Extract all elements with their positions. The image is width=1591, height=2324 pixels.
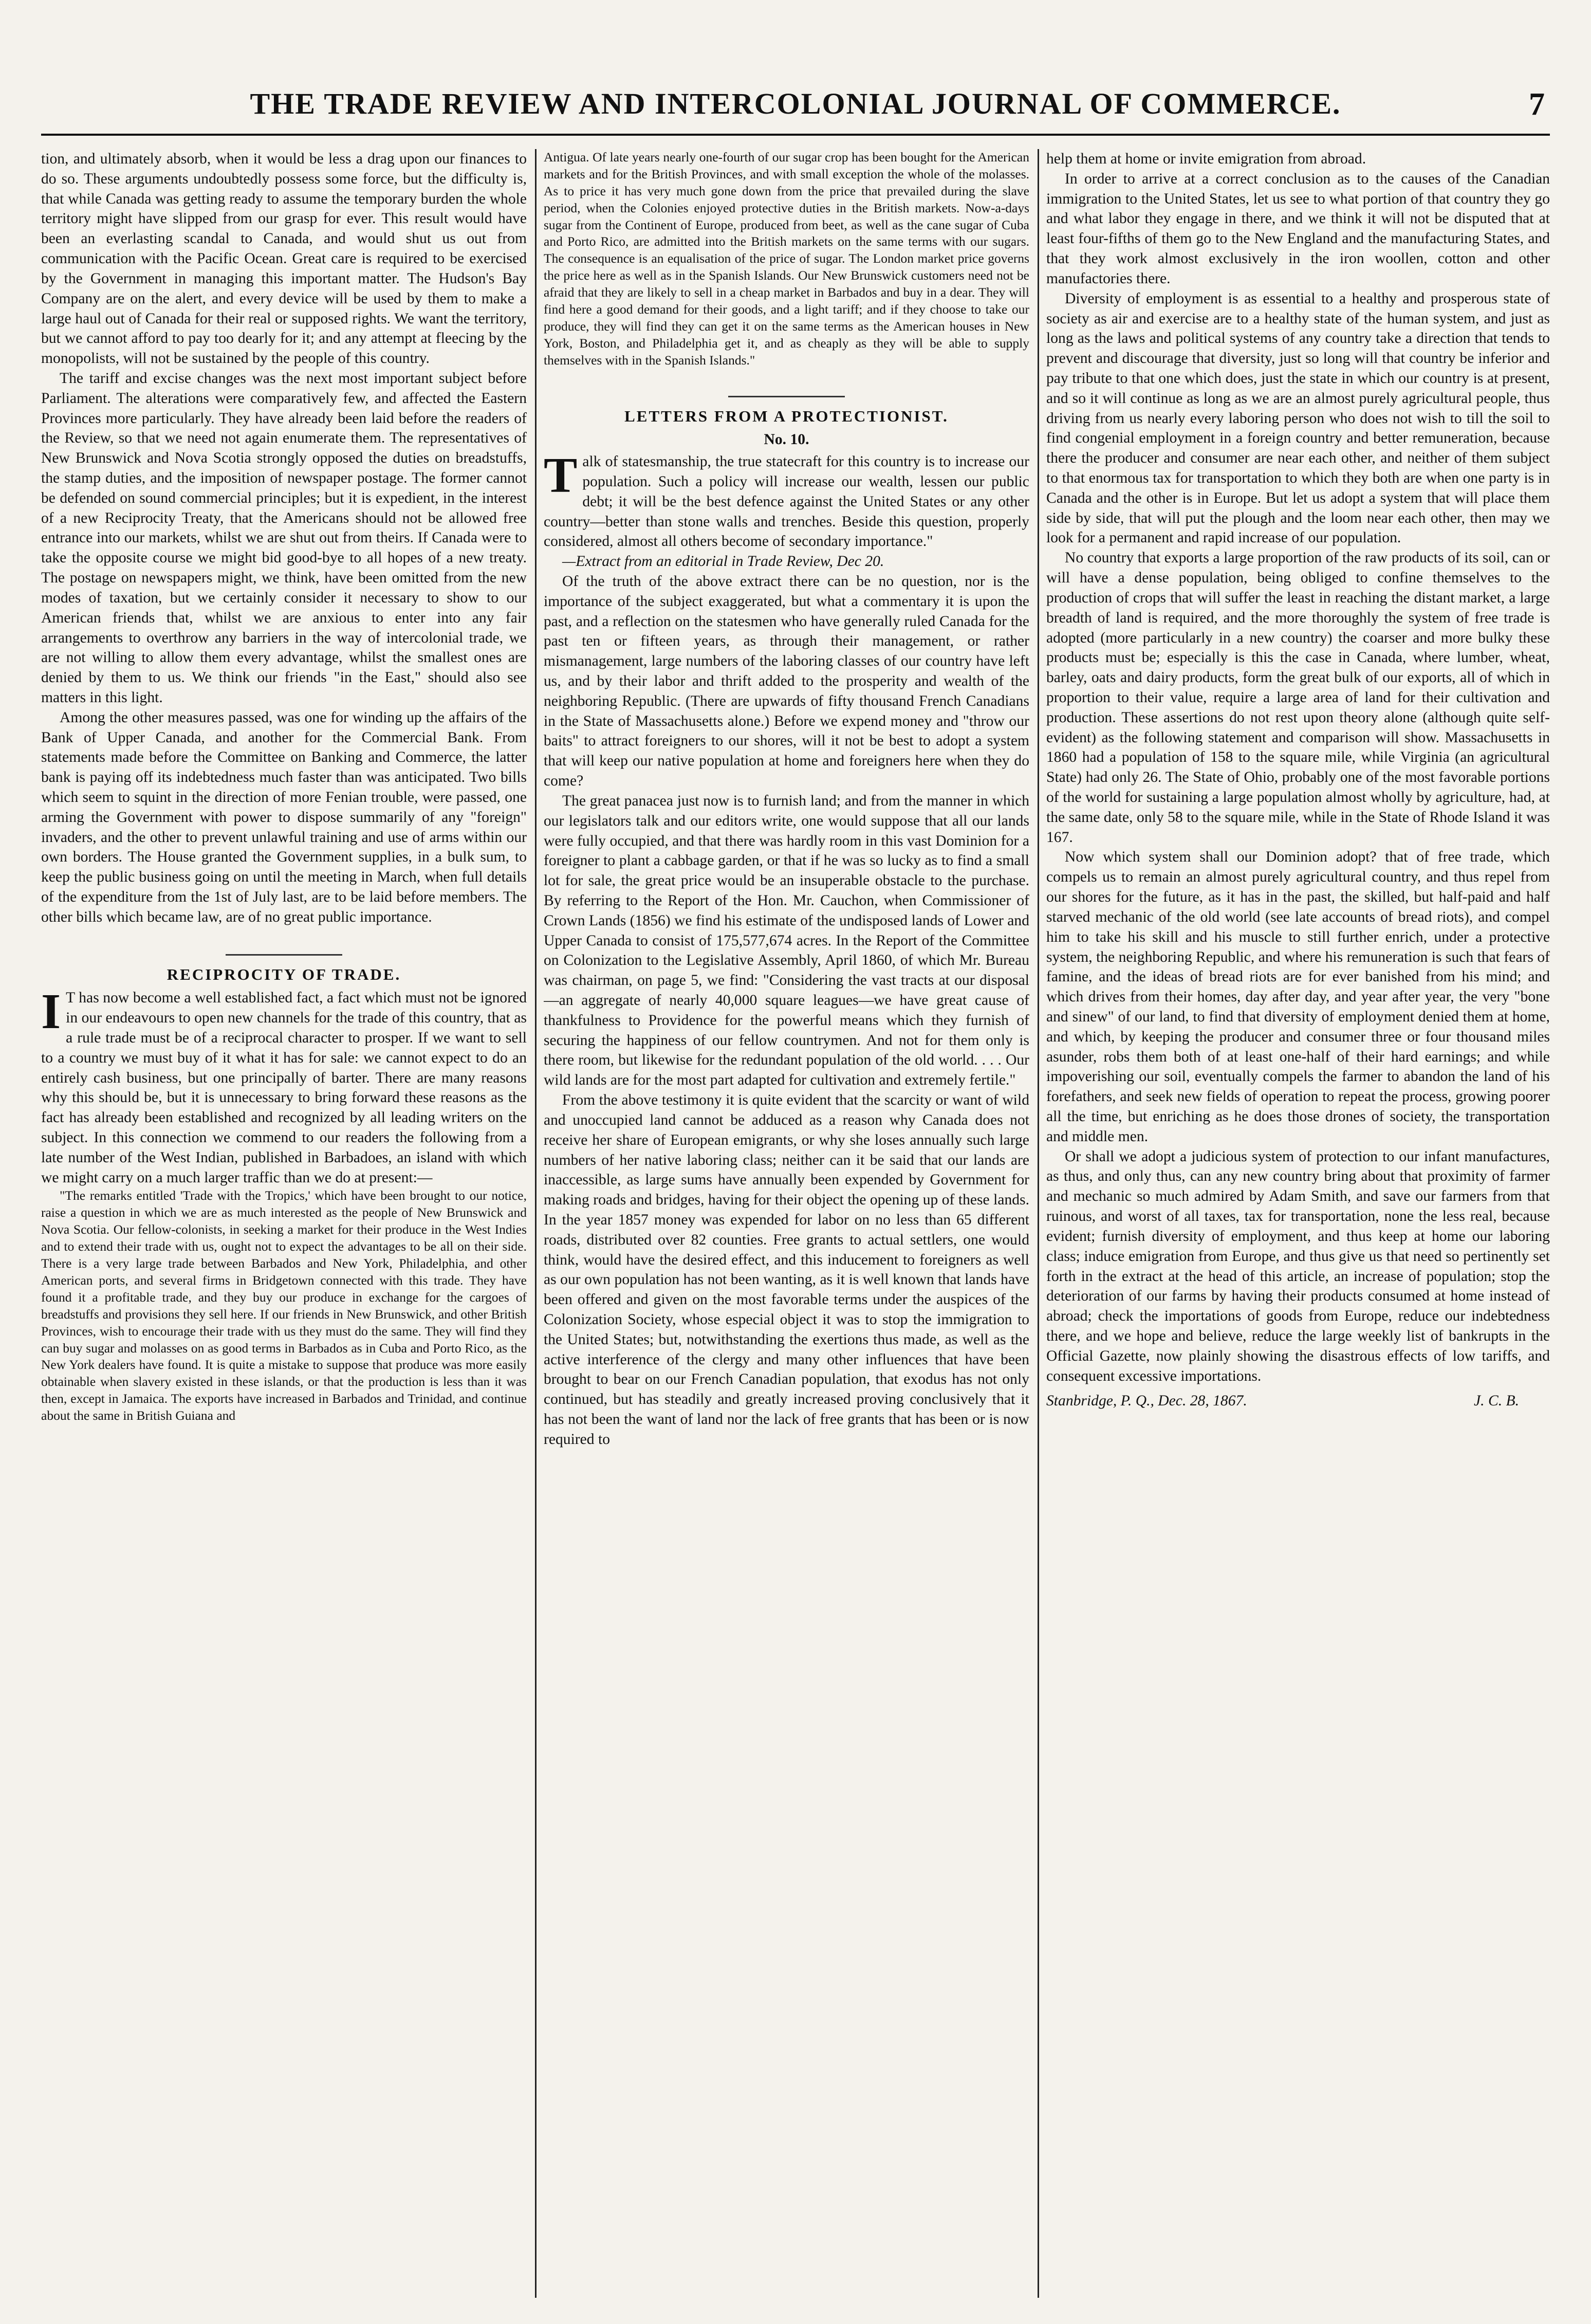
paragraph: Now which system shall our Dominion adopt? that of free trade, which compels us to remain an almost purely agricultural country, and thus repel from our shores for the future, as it has in the past, the skilled, but half-paid and half starved mechanic of the old world (see late accounts of bread riots), and compel him to take his skill and his muscle to still further enrich, under a protective system, the neighboring Republic, and where his remuneration is such that fears of famine, and the ideas of bread riots are for ever banished from his mind; and which drives from their homes, day after day, and year after year, the very "bone and sinew" of our land, to find that diversity of employment denied them at home, and which, by keeping the producer and consumer three or four thousand miles asunder, robs them both of at least one-half of their hard earnings; and while impoverishing our soil, eventually compels the farmer to abandon the land of his forefathers, and seek new fields of operation to repeat the process, growing poorer all the time, but enriching as he does those drones of society, the transportation and middle men. (1046, 849, 1550, 1145)
paragraph: Among the other measures passed, was one for winding up the affairs of the Bank of Upper Canada, and another for the Commercial Bank. From statements made before the Committee on Banking and Commerce, the latter bank is paying off its indebtedness much faster than was anticipated. Two bills which seem to squint in the direction of more Fenian trouble, were passed, one arming the Government with power to dispose summarily of any "foreign" invaders, and the other to prevent unlawful training and use of arms within our own borders. The House granted the Government supplies, in a bulk sum, to keep the public business going on until the meeting in March, when full details of the expenditure from the 1st of July last, are to be laid before members. The other bills which became law, are of no great public importance. (41, 709, 527, 925)
paragraph: From the above testimony it is quite evident that the scarcity or want of wild and unoccupied land cannot be adduced as a reason why Canada does not receive her share of European emigrants, or why she loses annually such large numbers of her native laboring class; neither can it be said that our lands are inaccessible, as large sums have annually been expended by Government for making roads and bridges, having for their object the opening up of these lands. In the year 1857 money was expended for labor on no less than 65 different roads, distributed over 82 counties. Free grants to actual settlers, one would think, would have the desired effect, and this inducement to foreigners as well as our own population has not been wanting, as it is well known that lands have been offered and given on the most favorable terms under the auspices of the Colonization Society, whose especial object it was to stop the immigration to the United States; but, notwithstanding the exertions thus made, as well as the active interference of the clergy and many other influences that have been brought to bear on our French Canadian population, that exodus has not only continued, but has steadily and greatly increased proving conclusively that it has not been the want of land nor the lack of free grants that has been or is now required to (544, 1092, 1029, 1448)
paragraph: In order to arrive at a correct conclusion as to the causes of the Canadian immigration to the United States, let us see to what portion of that country they go and what labor they engage in there, and we think it will not be disputed that at least four-fifths of them go to the New England and the manufacturing States, and that they work almost exclusively in the iron woollen, cotton and other manufactories there. (1046, 170, 1550, 287)
paragraph: Of the truth of the above extract there can be no question, nor is the importance of the subject exaggerated, but what a commentary it is upon the past, and a reflection on the statesmen who have generally ruled Canada for the past ten or fifteen years, as through their management, or rather mismanagement, large numbers of the laboring classes of our country have left us, and by their labor and thrift added to the prosperity and wealth of the neighboring Republic. (There are upwards of fifty thousand French Canadians in the State of Massachusetts alone.) Before we expend money and "throw our baits" to attract foreigners to our shores, will it not be best to adopt a system that will keep our native population at home and foreigners here when they do come? (544, 573, 1029, 790)
journal-title: THE TRADE REVIEW AND INTERCOLONIAL JOURNAL OF COMMERCE. (250, 87, 1341, 120)
paragraph: Or shall we adopt a judicious system of protection to our infant manufactures, as thus, and only thus, can any new country bring about that proximity of farmer and mechanic so much admired by Adam Smith, and save our farmers from that ruinous, and worst of all taxes, tax for transportation, none the less real, because evident; furnish diversity of employment, and thus keep at home our laboring class; induce emigration from Europe, and thus give us that need so pertinently set forth in the extract at the head of this article, an increase of population; stop the deterioration of our farms by having their products consumed at home instead of abroad; check the importations of goods from Europe, reduce our indebtedness there, and we hope and believe, reduce the large weekly list of bankrupts in the Official Gazette, now plainly showing the disastrous effects of low tariffs, and consequent excessive importations. (1046, 1148, 1550, 1384)
column-three (1046, 149, 1550, 2293)
paragraph: Diversity of employment is as essential to a healthy and prosperous state of society as air and exercise are to a healthy state of the human system, and just as long as the laws and political systems of any country take a direction that tends to prevent and discourage that diversity, just so long will that country be inferior and pay tribute to that one which does, just the state in which our country is at present, and so it will continue as long as we are an almost purely agricultural people, thus driving from us nearly every laboring person who does not wish to till the soil to find congenial employment in a foreign country and better remuneration, because there the producer and consumer are near each other, and neither of them subject to that enormous tax for transportation to which they both are when one party is in Canada and the other is in Europe. But let us adopt a system that will place them side by side, that will put the plough and the loom near each other, then may we look for a permanent and rapid increase of our population. (1046, 290, 1550, 546)
column-two (544, 149, 1029, 2293)
paragraph: The tariff and excise changes was the next most important subject before Parliament. The alterations were comparatively few, and affected the Eastern Provinces more particularly. They have already been laid before the readers of the Review, so that we need not again enumerate them. The representatives of New Brunswick and Nova Scotia strongly opposed the duties on breadstuffs, the stamp duties, and the imposition of newspaper postage. The former cannot be defended on sound commercial principles; but it is expedient, in the interest of a new Reciprocity Treaty, that the Americans should not be allowed free entrance into our markets, whilst we are shut out from theirs. If Canada were to take the opposite course we might bid good-bye to all hopes of a new treaty. The postage on newspapers might, we think, have been omitted from the new modes of taxation, but we certainly consider it necessary to show to our American friends that, whilst we are anxious to enter into any fair arrangements to overthrow any barriers in the way of intercolonial trade, we are not willing to allow them every advantage, whilst the smallest ones are denied by them to us. We think our friends "in the East," should also see matters in this light. (41, 370, 527, 706)
column-one (41, 149, 527, 2293)
paragraph: tion, and ultimately absorb, when it would be less a drag upon our finances to do so. These arguments undoubtedly possess some force, but the difficulty is, that while Canada was getting ready to assume the temporary burden the whole territory might have slipped from our grasp for ever. This result would have been an everlasting scandal to Canada, and would shut us out from communication with the Pacific Ocean. Great care is required to be exercised by the Government in managing this important matter. The Hudson's Bay Company are on the alert, and every device will be used by them to make a large haul out of Canada for their real or supposed rights. We want the territory, but we cannot afford to pay too dearly for it; and any attempt at fleecing by the monopolists, will not be sustained by the people of this country. (41, 151, 527, 367)
section-heading-reciprocity: RECIPROCITY OF TRADE. (41, 954, 527, 985)
paragraph: No country that exports a large proportion of the raw products of its soil, can or will have a dense population, being obliged to confine themselves to the production of crops that will suffer the least in reaching the distant market, a large breadth of land is required, and the more thoroughly the system of free trade is adopted (more particularly in a new country) the coarser and more bulky these products must be; especially is this the case in Canada, where lumber, wheat, barley, oats and dairy products, form the great bulk of our exports, all of which in proportion to their value, require a large area of land for their cultivation and production. These assertions do not rest upon theory alone (although quite self-evident) as the following statement and comparison will show. Massachusetts in 1860 had a population of 158 to the square mile, while Virginia (an agricultural State) had only 26. The State of Ohio, probably one of the most favorable portions of the world for sustaining a large population almost wholly by agriculture, had, at the same date, only 58 to the square mile, while in the State of Rhode Island it was 167. (1046, 550, 1550, 846)
signoff (1046, 1391, 1550, 1411)
paragraph-text: T has now become a well established fact, a fact which must not be ignored in our endeavours to open new channels for the trade of this country, that as a rule trade must be of a reciprocal character to prosper. If we want to sell to a country we must buy of it what it has for sale: we cannot expect to do an entirely cash business, but one principally of barter. There are many reasons why this should be, but it is unnecessary to bring forward these reasons as the fact has already been established and recognized by all leading writers on the subject. In this connection we commend to our readers the following from a late number of the West Indian, published in Barbadoes, an island with which we might carry on a much larger traffic than we do at present:— (41, 990, 527, 1186)
section-heading-letters: LETTERS FROM A PROTECTIONIST. (544, 396, 1029, 427)
paragraph: help them at home or invite emigration from abroad. (1046, 151, 1366, 167)
epigraph (544, 448, 1029, 552)
signoff-initials: J. C. B. (1474, 1393, 1519, 1410)
block-quote: Antigua. Of late years nearly one-fourth of our sugar crop has been bought for the American markets and for the British Provinces, and with small exception the whole of the molasses. As to price it has very much gone down from the price that prevailed during the slave period, when the Colonies enjoyed protective duties in the British markets. Now-a-days sugar from the Continent of Europe, produced from beet, as well as the cane sugar of Cuba and Porto Rico, are admitted into the British markets on the same terms with our sugars. The consequence is an equalisation of the price of sugar. The London market price governs the price here as well as in the Spanish Islands. Our New Brunswick customers need not be afraid that they are likely to sell in a cheap market in Barbados and buy in a dear. They will find here a good demand for their goods, and a light tariff; and if they choose to take our produce, they will find they can get it on the same terms as the American houses in New York, Boston, and Philadelphia get it, and as cheaply as they will be able to supply themselves with in the Spanish Islands." (544, 150, 1029, 368)
page-header (41, 82, 1550, 136)
drop-cap: I (41, 984, 61, 1040)
paragraph (41, 984, 527, 1187)
column-divider (1038, 149, 1039, 2298)
drop-cap: T (544, 448, 578, 504)
epigraph-text: alk of statesmanship, the true statecraft for this country is to increase our population. Such a policy will increase our wealth, lessen our public debt; it will be the best defence against the United States or any other country—better than stone walls and trenches. Beside this question, properly considered, almost all others become of secondary importance." (544, 453, 1029, 550)
page-number: 7 (1529, 87, 1545, 122)
column-divider (535, 149, 536, 2298)
letter-number: No. 10. (764, 431, 809, 448)
block-quote: "The remarks entitled 'Trade with the Tropics,' which have been brought to our notice, raise a question in which we are as much interested as the people of New Brunswick and Nova Scotia. Our fellow-colonists, in seeking a market for their produce in the West Indies and to extend their trade with us, ought not to expect the advantages to be all on their side. There is a very large trade between Barbados and New York, Philadelphia, and other American ports, and several firms in Bridgetown connected with this trade. They have found it a profitable trade, and they buy our produce in exchange for the cargoes of breadstuffs and provisions they sell here. If our friends in New Brunswick, and other British Provinces, wish to encourage their trade with us they must do the same. They will find they can buy sugar and molasses on as good terms in Barbados as in Cuba and Porto Rico, as the New York dealers have found. It is quite a mistake to suppose that produce was more easily obtainable when slavery existed in these islands, or that the production is less than it was then, except in Jamaica. The exports have increased in Barbados and Trinidad, and continue about the same in British Guiana and (41, 1188, 527, 1423)
signoff-place: Stanbridge, P. Q., Dec. 28, 1867. (1046, 1393, 1247, 1410)
paragraph: The great panacea just now is to furnish land; and from the manner in which our legislators talk and our editors write, one would suppose that all our lands were fully occupied, and that there was hardly room in this vast Dominion for a foreigner to plant a cabbage garden, or that if he was so lucky as to find a small lot for sale, the great price would be an insuperable obstacle to the purchase. By referring to the Report of the Hon. Mr. Cauchon, when Commissioner of Crown Lands (1856) we find his estimate of the undisposed lands of Lower and Upper Canada to consist of 175,577,674 acres. In the Report of the Committee on Colonization to the Legislative Assembly, April 1860, of which Mr. Bureau was chairman, on page 5, we find: "Considering the vast tracts at our disposal—an aggregate of nearly 40,000 square leagues—we have great cause of thankfulness to Providence for the powerful means which they furnish of securing the happiness of our fellow countrymen. And not for them only is there room, but likewise for the redundant population of the old world. . . . Our wild lands are for the most part adapted for cultivation and extremely fertile." (544, 792, 1029, 1089)
epigraph-source: —Extract from an editorial in Trade Review, Dec 20. (562, 553, 884, 570)
